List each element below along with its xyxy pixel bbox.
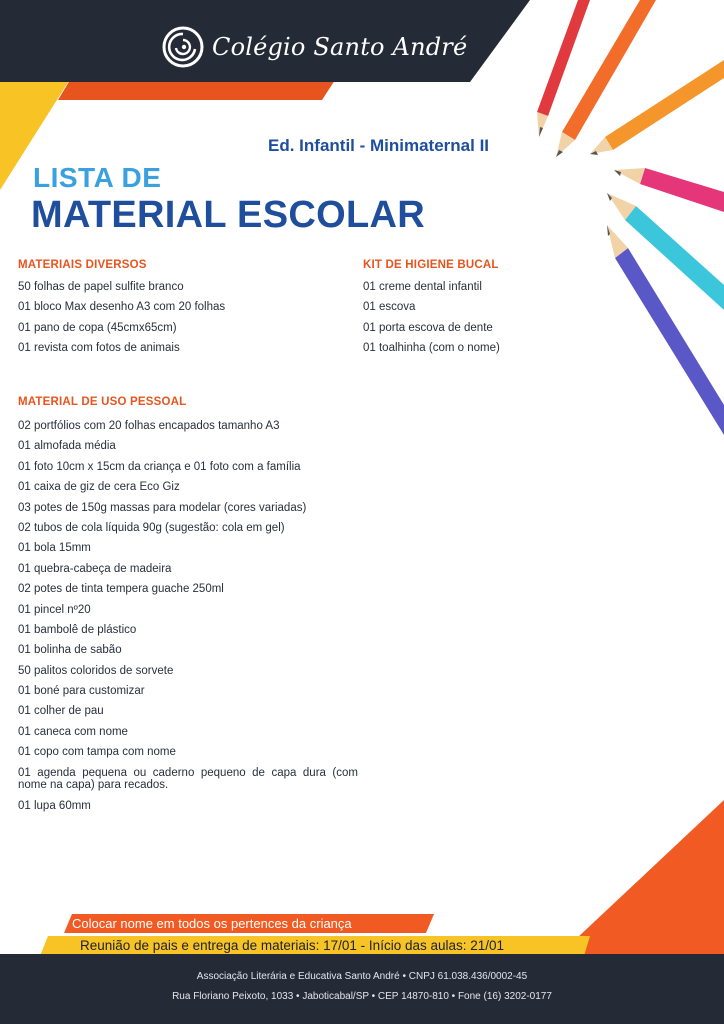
- list-item: 01 pano de copa (45cmx65cm): [18, 321, 177, 334]
- name-notice: Colocar nome em todos os pertences da criança: [72, 916, 352, 931]
- list-pessoal: [18, 416, 358, 816]
- section-heading-diversos: MATERIAIS DIVERSOS: [18, 259, 147, 271]
- school-name: Colégio Santo André: [212, 33, 468, 61]
- list-item: 01 lupa 60mm: [18, 799, 91, 812]
- list-item: 01 caneca com nome: [18, 725, 128, 738]
- school-logo: [160, 22, 467, 72]
- list-item: 03 potes de 150g massas para modelar (cores variadas): [18, 501, 307, 514]
- list-item: 01 copo com tampa com nome: [18, 746, 176, 759]
- page-title-line1: LISTA DE: [33, 162, 162, 193]
- orange-header-strip: [58, 80, 335, 100]
- list-item: 01 colher de pau: [18, 705, 104, 718]
- spiral-logo-icon: [160, 24, 206, 70]
- list-item: 01 quebra-cabeça de madeira: [18, 562, 172, 575]
- list-item: 01 agenda pequena ou caderno pequeno de capa dura (com nome na capa) para recados.: [18, 766, 358, 792]
- page-title-line2: MATERIAL ESCOLAR: [31, 194, 425, 236]
- list-item: 50 folhas de papel sulfite branco: [18, 281, 184, 293]
- list-item: 01 revista com fotos de animais: [18, 342, 180, 355]
- list-item: 02 tubos de cola líquida 90g (sugestão: cola em gel): [18, 521, 285, 534]
- list-diversos: [18, 277, 225, 359]
- list-item: 01 boné para customizar: [18, 685, 145, 698]
- list-item: 01 bola 15mm: [18, 542, 91, 555]
- list-item: 02 potes de tinta tempera guache 250ml: [18, 583, 224, 596]
- list-item: 01 bambolê de plástico: [18, 623, 137, 636]
- list-item: 01 creme dental infantil: [363, 281, 482, 293]
- list-item: 01 almofada média: [18, 440, 116, 453]
- section-heading-higiene: KIT DE HIGIENE BUCAL: [363, 259, 499, 271]
- list-item: 01 bolinha de sabão: [18, 644, 122, 657]
- section-heading-pessoal: MATERIAL DE USO PESSOAL: [18, 396, 187, 408]
- list-item: 01 caixa de giz de cera Eco Giz: [18, 481, 180, 494]
- list-item: 02 portfólios com 20 folhas encapados tamanho A3: [18, 420, 280, 432]
- footer: [0, 954, 724, 1024]
- list-item: 01 pincel nº20: [18, 603, 91, 616]
- list-item: 01 toalhinha (com o nome): [363, 342, 500, 355]
- grade-label: Ed. Infantil - Minimaternal II: [268, 136, 490, 155]
- list-higiene: [363, 277, 500, 359]
- list-item: 01 bloco Max desenho A3 com 20 folhas: [18, 301, 226, 314]
- list-item: 50 palitos coloridos de sorvete: [18, 664, 174, 677]
- list-item: 01 escova: [363, 301, 416, 314]
- list-item: 01 foto 10cm x 15cm da criança e 01 foto com a família: [18, 460, 301, 473]
- footer-line-1: Associação Literária e Educativa Santo André • CNPJ 61.038.436/0002-45: [196, 971, 528, 982]
- footer-line-2: Rua Floriano Peixoto, 1033 • Jaboticabal/SP • CEP 14870-810 • Fone (16) 3202-0177: [172, 991, 552, 1002]
- meeting-notice: Reunião de pais e entrega de materiais: 17/01 - Início das aulas: 21/01: [80, 938, 505, 953]
- list-item: 01 porta escova de dente: [363, 321, 493, 334]
